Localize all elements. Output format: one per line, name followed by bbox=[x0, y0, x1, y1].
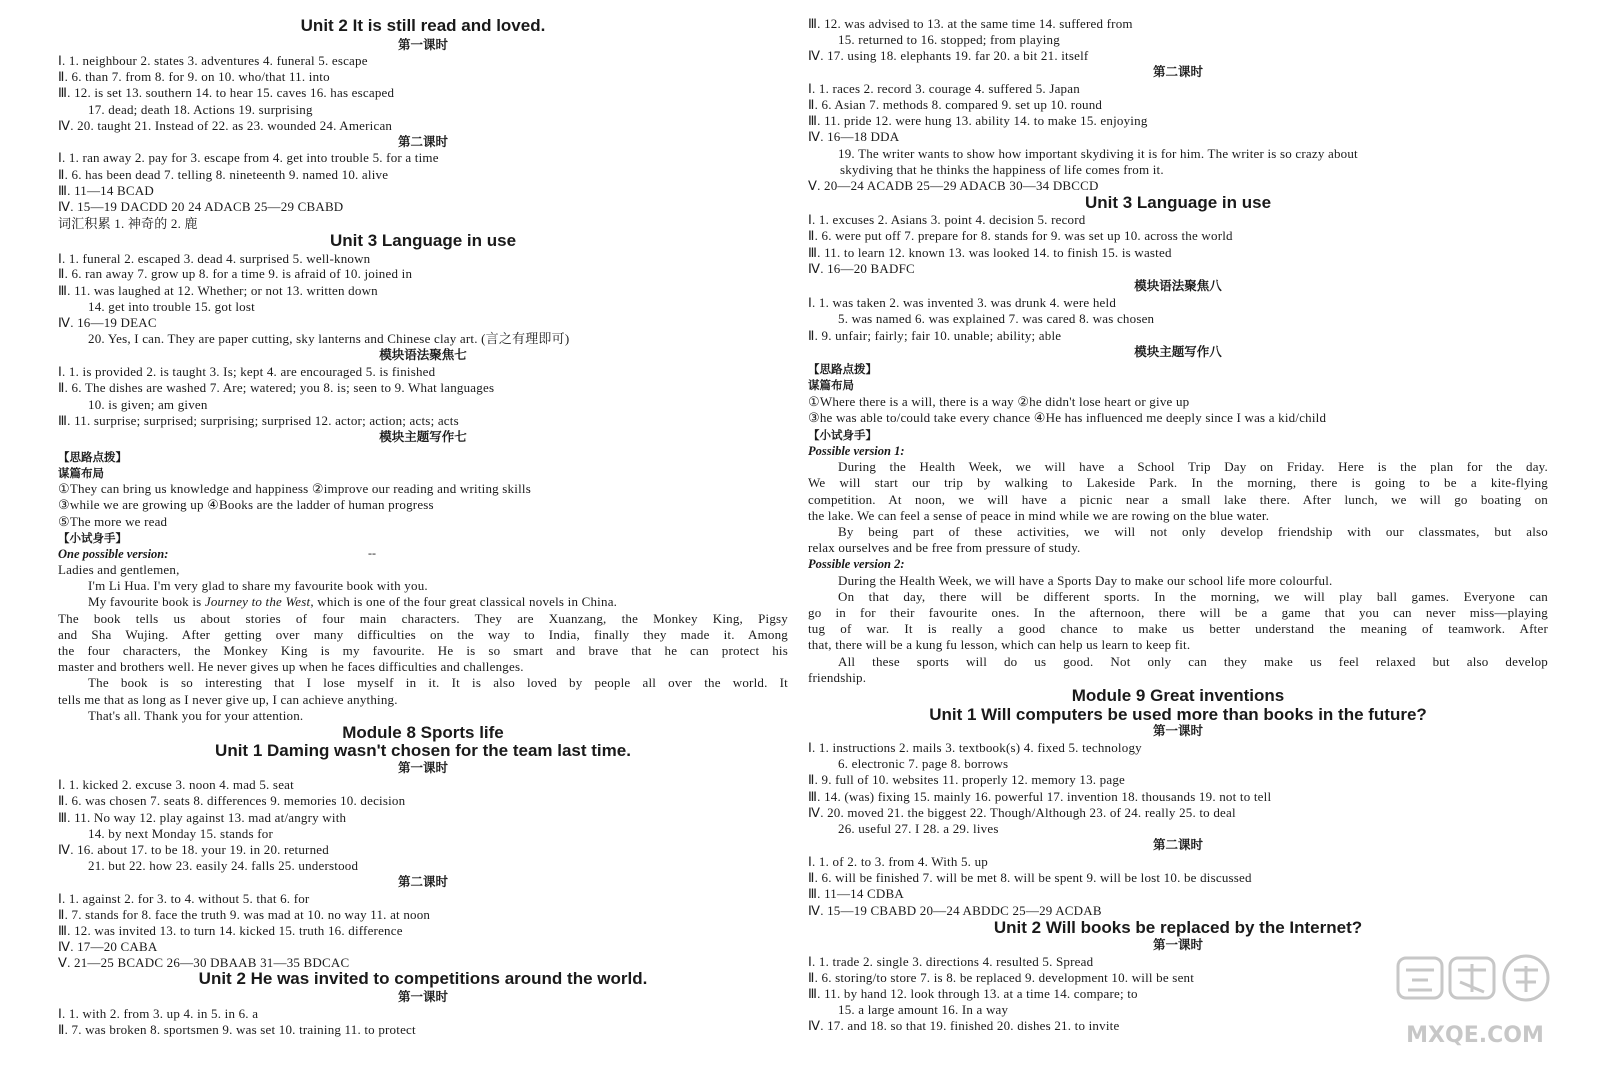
answer-line: 20. Yes, I can. They are paper cutting, sky lanterns and Chinese clay art. (言之有理即可) bbox=[88, 331, 570, 346]
essay-line: the lake. We can feel a sense of peace in mind while we are rowing on the blue water. bbox=[808, 508, 1270, 523]
essay-line: friendship. bbox=[808, 670, 867, 685]
book-title: Journey to the West bbox=[204, 594, 311, 609]
answer-line: 15. returned to 16. stopped; from playing bbox=[838, 32, 1060, 47]
answer-line: Ⅱ. 7. was broken 8. sportsmen 9. was set 10. training 11. to protect bbox=[58, 1022, 416, 1037]
answer-line: Ⅱ. 9. unfair; fairly; fair 10. unable; ability; able bbox=[808, 328, 1062, 343]
answer-line: 17. dead; death 18. Actions 19. surprising bbox=[88, 102, 313, 117]
answer-line: Ⅳ. 16. about 17. to be 18. your 19. in 20. returned bbox=[58, 842, 329, 857]
answer-line: Ⅰ. 1. ran away 2. pay for 3. escape from 4. get into trouble 5. for a time bbox=[58, 150, 439, 165]
answer-line: 14. by next Monday 15. stands for bbox=[88, 826, 273, 841]
outline-line: ⑤The more we read bbox=[58, 514, 168, 529]
answer-line: Ⅴ. 20—24 ACADB 25—29 ADACB 30—34 DBCCD bbox=[808, 178, 1099, 193]
answer-line: 15. a large amount 16. In a way bbox=[838, 1002, 1009, 1017]
unit-title: Unit 1 Daming wasn't chosen for the team last time. bbox=[215, 741, 631, 760]
answer-line: Ⅰ. 1. races 2. record 3. courage 4. suffered 5. Japan bbox=[808, 81, 1080, 96]
dash-mark: -- bbox=[368, 546, 376, 560]
answer-line: Ⅰ. 1. with 2. from 3. up 4. in 5. in 6. a bbox=[58, 1006, 259, 1021]
essay-line: On that day, there will be different sports. In the morning, we will play ball games. Everyone can bbox=[838, 589, 1548, 604]
answer-line: 5. was named 6. was explained 7. was cared 8. was chosen bbox=[838, 311, 1155, 326]
essay-line: the four characters, the Monkey King is my favourite. He is so smart and brave that he can protect his bbox=[58, 643, 788, 658]
tip-tag: 【思路点拨】 bbox=[58, 450, 127, 464]
section-heading: 模块语法聚焦八 bbox=[1134, 278, 1222, 293]
unit-title: Unit 2 He was invited to competitions around the world. bbox=[198, 969, 648, 988]
answer-line: Ⅲ. 11. pride 12. were hung 13. ability 14. to make 15. enjoying bbox=[808, 113, 1148, 128]
section-heading: 模块主题写作七 bbox=[379, 429, 467, 444]
answer-line: Ⅱ. 6. The dishes are washed 7. Are; watered; you 8. is; seen to 9. What languages bbox=[58, 380, 495, 395]
essay-line: During the Health Week, we will have a School Trip Day on Friday. Here is the plan for the day. bbox=[838, 459, 1548, 474]
answer-line: Ⅴ. 21—25 BCADC 26—30 DBAAB 31—35 BDCAC bbox=[58, 955, 350, 970]
essay-line: go in for their favourite ones. In the afternoon, there will be a game that you can never miss—playing bbox=[808, 605, 1548, 620]
answer-line: Ⅳ. 17. and 18. so that 19. finished 20. dishes 21. to invite bbox=[808, 1018, 1120, 1033]
answer-line: skydiving that he thinks the happiness of life comes from it. bbox=[840, 162, 1164, 177]
vocab-line: 词汇积累 1. 神奇的 2. 鹿 bbox=[58, 216, 198, 231]
lesson-heading: 第一课时 bbox=[397, 989, 448, 1004]
answer-line: Ⅲ. 11—14 BCAD bbox=[58, 183, 154, 198]
answer-line: Ⅳ. 16—20 BADFC bbox=[808, 261, 915, 276]
answer-line: Ⅰ. 1. is provided 2. is taught 3. Is; kept 4. are encouraged 5. is finished bbox=[58, 364, 436, 379]
essay-line: During the Health Week, we will have a Sports Day to make our school life more colourful. bbox=[838, 573, 1333, 588]
tip-subtag: 谋篇布局 bbox=[58, 466, 104, 480]
answer-line: Ⅱ. 9. full of 10. websites 11. properly 12. memory 13. page bbox=[808, 772, 1126, 787]
answer-line: Ⅰ. 1. was taken 2. was invented 3. was drunk 4. were held bbox=[808, 295, 1117, 310]
outline-line: ③he was able to/could take every chance ④He has influenced me deeply since I was a kid/child bbox=[808, 410, 1327, 425]
answer-line: Ⅱ. 6. ran away 7. grow up 8. for a time 9. is afraid of 10. joined in bbox=[58, 266, 413, 281]
answer-line: Ⅰ. 1. against 2. for 3. to 4. without 5. that 6. for bbox=[58, 891, 310, 906]
answer-line: Ⅳ. 17—20 CABA bbox=[58, 939, 158, 954]
essay-line: The book tells us about stories of four main characters. They are Xuanzang, the Monkey King, Pigsy bbox=[58, 611, 788, 626]
answer-line: 6. electronic 7. page 8. borrows bbox=[838, 756, 1009, 771]
answer-line: Ⅲ. 12. was invited 13. to turn 14. kicked 15. truth 16. difference bbox=[58, 923, 403, 938]
outline-line: ③while we are growing up ④Books are the ladder of human progress bbox=[58, 497, 434, 512]
answer-line: Ⅰ. 1. excuses 2. Asians 3. point 4. decision 5. record bbox=[808, 212, 1086, 227]
answer-line: Ⅱ. 6. Asian 7. methods 8. compared 9. set up 10. round bbox=[808, 97, 1103, 112]
answer-line: Ⅳ. 16—19 DEAC bbox=[58, 315, 157, 330]
unit-title: Unit 3 Language in use bbox=[329, 231, 517, 250]
outline-line: ①Where there is a will, there is a way ②he didn't lose heart or give up bbox=[808, 394, 1190, 409]
essay-line: tug of war. It is really a good chance to make us better understand the meaning of teamwork. After bbox=[808, 621, 1548, 636]
essay-line: The book is so interesting that I lose myself in it. It is also loved by people all over the world. It bbox=[88, 675, 788, 690]
tip-tag: 【思路点拨】 bbox=[808, 362, 877, 376]
answer-line: Ⅲ. 11—14 CDBA bbox=[808, 886, 904, 901]
answer-line: Ⅲ. 11. to learn 12. known 13. was looked 14. to finish 15. is wasted bbox=[808, 245, 1172, 260]
answer-line: 10. is given; am given bbox=[88, 397, 208, 412]
essay-line: relax ourselves and be free from pressure of study. bbox=[808, 540, 1081, 555]
version-label: One possible version: bbox=[58, 547, 169, 561]
module-title: Module 8 Sports life bbox=[342, 723, 504, 742]
essay-line: By being part of these activities, we will not only develop friendship with our classmates, but also bbox=[838, 524, 1548, 539]
answer-line: Ⅳ. 16—18 DDA bbox=[808, 129, 900, 144]
answer-line: Ⅲ. 11. was laughed at 12. Whether; or not 13. written down bbox=[58, 283, 378, 298]
answer-line: Ⅱ. 7. stands for 8. face the truth 9. was mad at 10. no way 11. at noon bbox=[58, 907, 431, 922]
unit-title: Unit 3 Language in use bbox=[1084, 193, 1272, 212]
watermark-text: MXQE.COM bbox=[1406, 1023, 1544, 1048]
essay-line: All these sports will do us good. Not only can they make us feel relaxed but also develop bbox=[838, 654, 1548, 669]
answer-line: Ⅲ. 11. by hand 12. look through 13. at a time 14. compare; to bbox=[808, 986, 1138, 1001]
lesson-heading: 第一课时 bbox=[397, 37, 448, 52]
answer-line: Ⅲ. 14. (was) fixing 15. mainly 16. powerful 17. invention 18. thousands 19. not to tell bbox=[808, 789, 1272, 804]
answer-line: 19. The writer wants to show how important skydiving it is for him. The writer is so crazy about bbox=[838, 146, 1358, 161]
version-label: Possible version 2: bbox=[808, 557, 905, 571]
answer-line: Ⅱ. 6. was chosen 7. seats 8. differences 9. memories 10. decision bbox=[58, 793, 406, 808]
essay-line: That's all. Thank you for your attention. bbox=[88, 708, 304, 723]
answer-line: Ⅱ. 6. will be finished 7. will be met 8. will be spent 9. will be lost 10. be discussed bbox=[808, 870, 1252, 885]
lesson-heading: 第二课时 bbox=[1152, 64, 1203, 79]
lesson-heading: 第一课时 bbox=[1152, 937, 1203, 952]
lesson-heading: 第二课时 bbox=[397, 134, 448, 149]
answer-line: Ⅳ. 15—19 DACDD 20 24 ADACB 25—29 CBABD bbox=[58, 199, 344, 214]
essay-line: competition. At noon, we will have a picnic near a small lake there. After lunch, we will go boating on bbox=[808, 492, 1548, 507]
answer-line: Ⅱ. 6. than 7. from 8. for 9. on 10. who/that 11. into bbox=[58, 69, 330, 84]
tip-subtag: 谋篇布局 bbox=[808, 378, 854, 392]
answer-line: Ⅰ. 1. funeral 2. escaped 3. dead 4. surprised 5. well-known bbox=[58, 251, 371, 266]
essay-line: We will start our trip by walking to Lakeside Park. In the morning, there is going to be a kite-flying bbox=[808, 475, 1548, 490]
lesson-heading: 第一课时 bbox=[1152, 723, 1203, 738]
unit-title: Unit 2 It is still read and loved. bbox=[300, 16, 546, 35]
answer-line: 26. useful 27. I 28. a 29. lives bbox=[838, 821, 999, 836]
outline-line: ①They can bring us knowledge and happiness ②improve our reading and writing skills bbox=[58, 481, 531, 496]
left-column bbox=[58, 0, 788, 1075]
answer-line: 21. but 22. how 23. easily 24. falls 25. understood bbox=[88, 858, 359, 873]
essay-line: I'm Li Hua. I'm very glad to share my favourite book with you. bbox=[88, 578, 428, 593]
answer-line: Ⅰ. 1. instructions 2. mails 3. textbook(s) 4. fixed 5. technology bbox=[808, 740, 1142, 755]
version-label: Possible version 1: bbox=[808, 444, 905, 458]
answer-line: Ⅳ. 20. moved 21. the biggest 22. Though/Although 23. of 24. really 25. to deal bbox=[808, 805, 1236, 820]
unit-title: Unit 2 Will books be replaced by the Internet? bbox=[993, 918, 1363, 937]
answer-line: Ⅰ. 1. neighbour 2. states 3. adventures 4. funeral 5. escape bbox=[58, 53, 368, 68]
tip-tag: 【小试身手】 bbox=[808, 428, 877, 442]
lesson-heading: 第一课时 bbox=[397, 760, 448, 775]
answer-line: Ⅰ. 1. trade 2. single 3. directions 4. resulted 5. Spread bbox=[808, 954, 1094, 969]
answer-line: Ⅱ. 6. has been dead 7. telling 8. nineteenth 9. named 10. alive bbox=[58, 167, 389, 182]
lesson-heading: 第二课时 bbox=[397, 874, 448, 889]
answer-line: Ⅲ. 11. No way 12. play against 13. mad at/angry with bbox=[58, 810, 347, 825]
answer-line: Ⅰ. 1. of 2. to 3. from 4. With 5. up bbox=[808, 854, 988, 869]
answer-line: Ⅲ. 11. surprise; surprised; surprising; surprised 12. actor; action; acts; acts bbox=[58, 413, 459, 428]
essay-line: and Sha Wujing. After getting over many difficulties on the way to India, finally they made it. Among bbox=[58, 627, 788, 642]
essay-line: My favourite book is Journey to the West, which is one of the four great classical novels in China. bbox=[88, 594, 618, 609]
lesson-heading: 第二课时 bbox=[1152, 837, 1203, 852]
essay-line: master and brothers well. He never gives up when he faces difficulties and challenges. bbox=[58, 659, 524, 674]
essay-line: that, there will be a kung fu lesson, which can help us learn to keep fit. bbox=[808, 637, 1191, 652]
section-heading: 模块语法聚焦七 bbox=[379, 347, 467, 362]
answer-line: Ⅲ. 12. was advised to 13. at the same time 14. suffered from bbox=[808, 16, 1133, 31]
essay-line: Ladies and gentlemen, bbox=[58, 562, 180, 577]
answer-line: Ⅱ. 6. were put off 7. prepare for 8. stands for 9. was set up 10. across the world bbox=[808, 228, 1233, 243]
tip-tag: 【小试身手】 bbox=[58, 531, 127, 545]
unit-title: Unit 1 Will computers be used more than books in the future? bbox=[929, 705, 1427, 724]
module-title: Module 9 Great inventions bbox=[1071, 686, 1285, 705]
answer-line: 14. get into trouble 15. got lost bbox=[88, 299, 255, 314]
section-heading: 模块主题写作八 bbox=[1134, 344, 1222, 359]
answer-line: Ⅰ. 1. kicked 2. excuse 3. noon 4. mad 5. seat bbox=[58, 777, 294, 792]
answer-line: Ⅲ. 12. is set 13. southern 14. to hear 15. caves 16. has escaped bbox=[58, 85, 395, 100]
answer-line: Ⅳ. 20. taught 21. Instead of 22. as 23. wounded 24. American bbox=[58, 118, 393, 133]
watermark-logo bbox=[1390, 952, 1560, 1052]
essay-line: tells me that as long as I never give up, I can achieve anything. bbox=[58, 692, 398, 707]
answer-line: Ⅱ. 6. storing/to store 7. is 8. be replaced 9. development 10. will be sent bbox=[808, 970, 1195, 985]
answer-line: Ⅳ. 17. using 18. elephants 19. far 20. a bit 21. itself bbox=[808, 48, 1089, 63]
right-column bbox=[808, 0, 1548, 1075]
answer-line: Ⅳ. 15—19 CBABD 20—24 ABDDC 25—29 ACDAB bbox=[808, 903, 1102, 918]
